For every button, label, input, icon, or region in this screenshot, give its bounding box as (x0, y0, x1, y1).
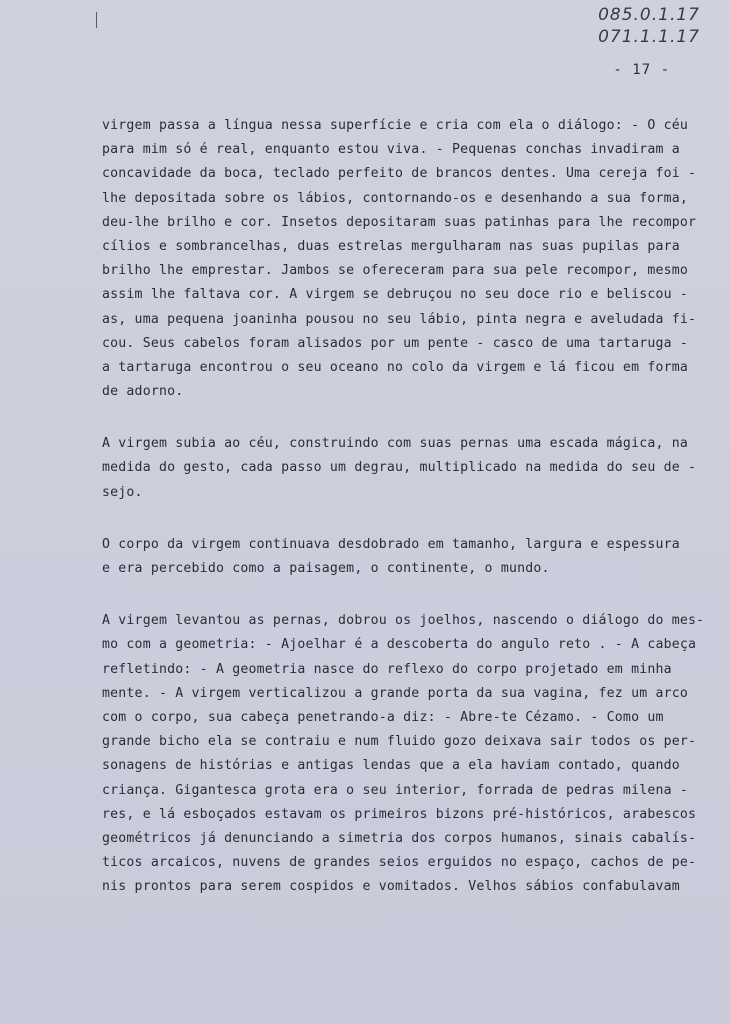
text-line: para mim só é real, enquanto estou viva. - Pequenas conchas invadiram a (102, 142, 680, 158)
text-line: ticos arcaicos, nuvens de grandes seios erguidos no espaço, cachos de pe- (102, 855, 697, 871)
text-line: assim lhe faltava cor. A virgem se debruçou no seu doce rio e beliscou - (102, 287, 689, 303)
text-line: geométricos já denunciando a simetria dos corpos humanos, sinais cabalís- (102, 830, 697, 846)
catalog-code-2: 071.1.1.17 (598, 27, 700, 47)
text-line: e era percebido como a paisagem, o continente, o mundo. (102, 561, 550, 576)
text-line: as, uma pequena joaninha pousou no seu lábio, pinta negra e aveludada fi- (102, 311, 697, 327)
text-line: mo com a geometria: - Ajoelhar é a descoberta do angulo reto . - A cabeça (102, 637, 697, 653)
text-line: cílios e sombrancelhas, duas estrelas mergulharam nas suas pupilas para (102, 238, 680, 254)
text-line: criança. Gigantesca grota era o seu interior, forrada de pedras milena - (102, 782, 689, 798)
text-line: mente. - A virgem verticalizou a grande porta da sua vagina, fez um arco (102, 685, 689, 701)
paragraph (102, 533, 692, 581)
paragraph (102, 432, 697, 505)
text-line: sejo. (102, 484, 143, 500)
text-line: sonagens de histórias e antigas lendas que a ela haviam contado, quando (102, 758, 680, 774)
text-line: deu-lhe brilho e cor. Insetos depositaram suas patinhas para lhe recompor (102, 214, 697, 230)
text-line: grande bicho ela se contraiu e num fluido gozo deixava sair todos os per- (102, 734, 697, 750)
text-line: medida do gesto, cada passo um degrau, multiplicado na medida do seu de - (102, 460, 697, 476)
text-line: brilho lhe emprestar. Jambos se ofereceram para sua pele recompor, mesmo (102, 263, 689, 279)
page-number: - 17 - (613, 62, 670, 78)
text-line: refletindo: - A geometria nasce do reflexo do corpo projetado em minha (102, 661, 672, 677)
text-line: A virgem levantou as pernas, dobrou os joelhos, nascendo o diálogo do mes- (102, 613, 705, 629)
text-line: a tartaruga encontrou o seu oceano no colo da virgem e lá ficou em forma (102, 359, 689, 375)
margin-mark (96, 12, 97, 28)
text-line: concavidade da boca, teclado perfeito de brancos dentes. Uma cereja foi - (102, 166, 697, 182)
body-text (102, 114, 705, 927)
text-line: lhe depositada sobre os lábios, contornando-os e desenhando a sua forma, (102, 190, 689, 206)
catalog-annotation (598, 4, 700, 48)
text-line: nis prontos para serem cospidos e vomitados. Velhos sábios confabulavam (102, 879, 680, 895)
text-line: res, e lá esboçados estavam os primeiros bizons pré-históricos, arabescos (102, 806, 697, 822)
text-line: O corpo da virgem continuava desdobrado em tamanho, largura e espessura (102, 536, 680, 552)
text-line: com o corpo, sua cabeça penetrando-a diz: - Abre-te Cézamo. - Como um (102, 709, 664, 725)
paragraph (102, 114, 697, 404)
text-line: A virgem subia ao céu, construindo com suas pernas uma escada mágica, na (102, 436, 689, 452)
text-line: cou. Seus cabelos foram alisados por um pente - casco de uma tartaruga - (102, 335, 689, 351)
text-line: virgem passa a língua nessa superfície e cria com ela o diálogo: - O céu (102, 118, 689, 133)
paragraph (102, 609, 705, 899)
text-line: de adorno. (102, 384, 184, 400)
catalog-code-1: 085.0.1.17 (598, 5, 700, 25)
